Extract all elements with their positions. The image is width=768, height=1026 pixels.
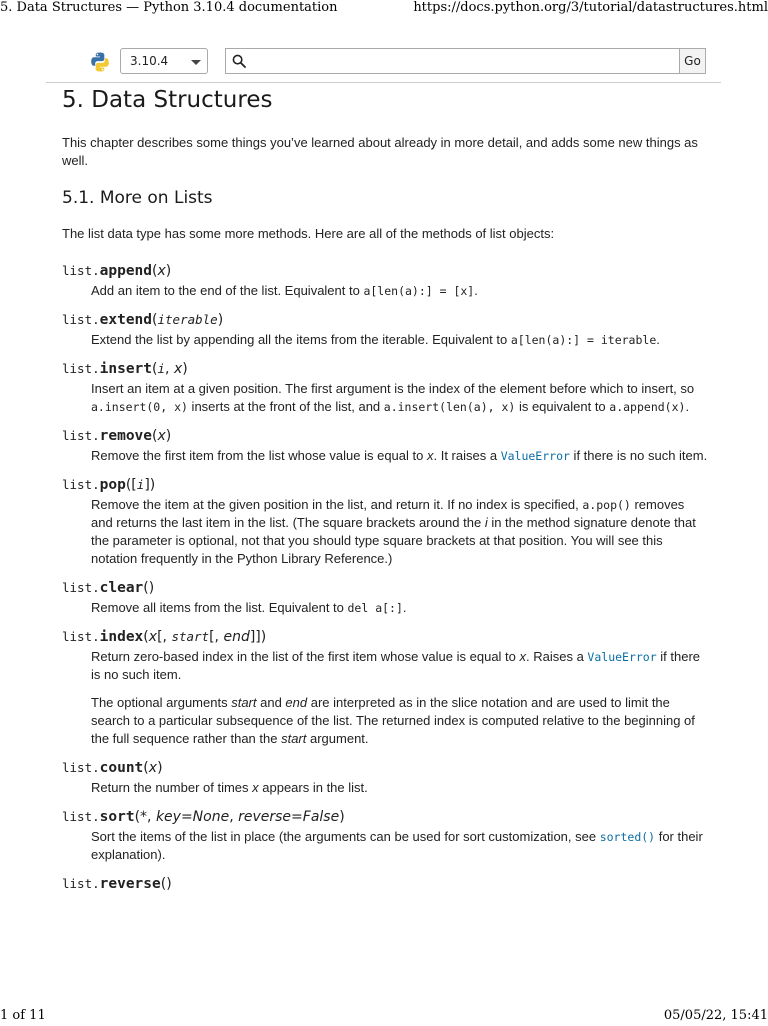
method-name: sort	[99, 809, 135, 825]
desc-text: .	[685, 399, 690, 414]
method-name: clear	[99, 580, 144, 596]
desc-text: if there is no such item.	[569, 448, 708, 463]
method-description-text	[91, 694, 708, 748]
print-datetime: 05/05/22, 15:41	[663, 1008, 768, 1023]
method-description-text	[91, 282, 708, 300]
python-logo-icon[interactable]	[89, 51, 111, 73]
method-param: *	[140, 809, 148, 825]
valueerror-link[interactable]	[501, 448, 570, 463]
method-description-text	[91, 779, 708, 797]
sig-punct: ]])	[249, 629, 267, 645]
method-remove	[62, 426, 708, 465]
method-signature	[62, 578, 708, 598]
link-code: ValueError	[500, 449, 570, 463]
sig-punct: (	[152, 263, 158, 279]
method-signature	[62, 627, 708, 647]
method-pop	[62, 475, 708, 568]
desc-text: in the method signature denote that the parameter is optional, not that you should type square brackets at that position. You will see this notation frequently in the Python Library Reference.)	[91, 515, 696, 566]
desc-text: Remove all items from the list. Equivalent to	[91, 600, 348, 615]
chapter-intro: This chapter describes some things you’ve learned about already in more detail, and adds some new things as well.	[62, 135, 698, 168]
desc-text: . Raises a	[526, 649, 588, 664]
method-signature	[62, 475, 708, 495]
method-name: pop	[99, 477, 126, 493]
sig-punct: [,	[209, 629, 224, 645]
sig-punct: [,	[157, 629, 172, 645]
inline-code: a.pop()	[582, 498, 631, 512]
sig-punct: )	[339, 809, 345, 825]
desc-text: Remove the first item from the list whose value is equal to	[91, 448, 427, 463]
method-signature	[62, 359, 708, 379]
class-prefix: list.	[62, 760, 100, 775]
method-index	[62, 627, 708, 748]
method-param: x	[157, 428, 166, 444]
desc-text: Return zero-based index in the list of the first item whose value is equal to	[91, 649, 520, 664]
desc-text: . It raises a	[433, 448, 501, 463]
class-prefix: list.	[62, 580, 100, 595]
inline-code: a.append(x)	[609, 400, 686, 414]
method-description	[91, 331, 708, 349]
method-clear	[62, 578, 708, 617]
sig-punct: )	[217, 312, 224, 328]
desc-emphasis: i	[484, 515, 488, 530]
method-param: reverse=False	[238, 809, 340, 825]
method-name: append	[99, 263, 153, 279]
section-heading: 5.1. More on Lists	[62, 188, 213, 208]
method-description-text	[91, 496, 708, 568]
desc-text: Return the number of times	[91, 780, 253, 795]
method-description	[91, 447, 708, 465]
class-prefix: list.	[62, 263, 100, 278]
desc-text: is equivalent to	[515, 399, 610, 414]
sig-punct: ()	[160, 876, 172, 892]
method-description	[91, 599, 708, 617]
main-content	[62, 84, 708, 900]
link-code: ValueError	[587, 650, 657, 664]
method-param: start	[171, 629, 210, 644]
desc-text: Remove the item at the given position in the list, and return it. If no index is specified,	[91, 497, 583, 512]
inline-code: a.insert(0, x)	[91, 400, 188, 414]
method-param: key=None	[155, 809, 230, 825]
method-signature	[62, 261, 708, 281]
method-description-text	[91, 447, 708, 465]
method-extend	[62, 310, 708, 349]
method-description	[91, 496, 708, 568]
desc-text: argument.	[306, 731, 369, 746]
method-param: iterable	[157, 312, 218, 327]
method-count	[62, 758, 708, 797]
method-signature	[62, 758, 708, 778]
method-description	[91, 380, 708, 416]
desc-emphasis: end	[285, 695, 308, 710]
desc-text: for their explanation).	[91, 829, 703, 862]
method-description	[91, 779, 708, 797]
desc-emphasis: x	[519, 649, 526, 664]
chevron-down-icon	[191, 60, 201, 65]
desc-text: appears in the list.	[258, 780, 368, 795]
sig-punct: ])	[144, 477, 156, 493]
link-code: sorted()	[599, 830, 656, 844]
desc-text: Sort the items of the list in place (the arguments can be used for sort customization, see	[91, 829, 600, 844]
sig-punct: ,	[165, 361, 174, 377]
sig-punct: ,	[229, 809, 239, 825]
inline-code: del a[:]	[347, 601, 403, 615]
sig-punct: (	[152, 428, 158, 444]
method-name: insert	[99, 361, 153, 377]
method-description	[91, 648, 708, 748]
page-count: 1 of 11	[0, 1008, 46, 1023]
class-prefix: list.	[62, 629, 100, 644]
method-param: i	[136, 477, 145, 492]
method-name: reverse	[99, 876, 161, 892]
sig-punct: (	[152, 312, 158, 328]
desc-emphasis: start	[281, 731, 307, 746]
search-input[interactable]	[252, 51, 676, 73]
desc-text: Add an item to the end of the list. Equivalent to	[91, 283, 364, 298]
sig-punct: (	[134, 809, 141, 825]
desc-emphasis: x	[252, 780, 259, 795]
class-prefix: list.	[62, 428, 100, 443]
sig-punct: )	[165, 428, 172, 444]
version-select[interactable]	[120, 48, 208, 74]
sig-punct: (	[143, 760, 149, 776]
method-param: end	[223, 629, 250, 645]
method-param: x	[148, 629, 158, 645]
sig-punct: (	[143, 629, 149, 645]
method-signature	[62, 310, 708, 330]
method-description-text	[91, 828, 708, 864]
page-title: 5. Data Structures	[62, 87, 273, 113]
method-param: x	[148, 760, 158, 776]
method-name: count	[99, 760, 144, 776]
class-prefix: list.	[62, 312, 100, 327]
method-description	[91, 828, 708, 864]
desc-text: are interpreted as in the slice notation and are used to limit the search to a particular subsequence of the list. The returned index is computed relative to the beginning of the full sequence rather than the	[91, 695, 695, 746]
desc-text: .	[402, 600, 407, 615]
sig-punct: ,	[147, 809, 156, 825]
method-signature	[62, 807, 708, 827]
sig-punct: )	[157, 760, 163, 776]
desc-text: .	[474, 283, 478, 298]
desc-emphasis: start	[231, 695, 257, 710]
print-header-url: https://docs.python.org/3/tutorial/datastructures.html	[413, 0, 768, 15]
sorted-link[interactable]	[600, 829, 655, 844]
search-box	[225, 48, 680, 74]
class-prefix: list.	[62, 809, 100, 824]
desc-text: Insert an item at a given position. The first argument is the index of the element before which to insert, so	[91, 381, 695, 396]
method-signature	[62, 426, 708, 446]
print-header	[0, 0, 768, 18]
desc-text: removes and returns the last item in the list. (The square brackets around the	[91, 497, 685, 530]
version-select-value: 3.10.4	[130, 54, 169, 68]
sig-punct: )	[182, 361, 188, 377]
desc-text: inserts at the front of the list, and	[187, 399, 384, 414]
section-intro: The list data type has some more methods. Here are all of the methods of list objects:	[62, 226, 555, 241]
method-description-text	[91, 380, 708, 416]
desc-text: .	[656, 332, 660, 347]
desc-text: The optional arguments	[91, 695, 232, 710]
class-prefix: list.	[62, 876, 100, 891]
method-sort	[62, 807, 708, 864]
top-navigation-bar	[46, 46, 721, 83]
sig-punct: ([	[125, 477, 137, 493]
inline-code: a[len(a):] = iterable	[510, 333, 657, 347]
sig-punct: (	[152, 361, 158, 377]
valueerror-link[interactable]	[587, 649, 656, 664]
go-button[interactable]: Go	[679, 48, 706, 74]
desc-text: if there is no such item.	[91, 649, 701, 682]
method-description-text	[91, 599, 708, 617]
method-param: x	[173, 361, 183, 377]
class-prefix: list.	[62, 361, 100, 376]
method-param: i	[157, 361, 166, 376]
method-param: x	[157, 263, 166, 279]
desc-text: Extend the list by appending all the items from the iterable. Equivalent to	[91, 332, 511, 347]
inline-code: a[len(a):] = [x]	[363, 284, 475, 298]
sig-punct: ()	[143, 580, 155, 596]
print-footer	[0, 1008, 768, 1026]
method-description-text	[91, 331, 708, 349]
method-description-text	[91, 648, 708, 684]
method-signature	[62, 874, 708, 894]
desc-text: and	[256, 695, 286, 710]
method-name: remove	[99, 428, 153, 444]
inline-code: a.insert(len(a), x)	[383, 400, 516, 414]
method-reverse	[62, 874, 708, 894]
search-icon	[232, 54, 246, 68]
method-append	[62, 261, 708, 300]
method-description	[91, 282, 708, 300]
sig-punct: )	[165, 263, 172, 279]
method-name: extend	[99, 312, 153, 328]
desc-emphasis: x	[426, 448, 434, 463]
method-name: index	[99, 629, 144, 645]
class-prefix: list.	[62, 477, 100, 492]
print-header-title: 5. Data Structures — Python 3.10.4 documentation	[0, 0, 338, 15]
method-insert	[62, 359, 708, 416]
